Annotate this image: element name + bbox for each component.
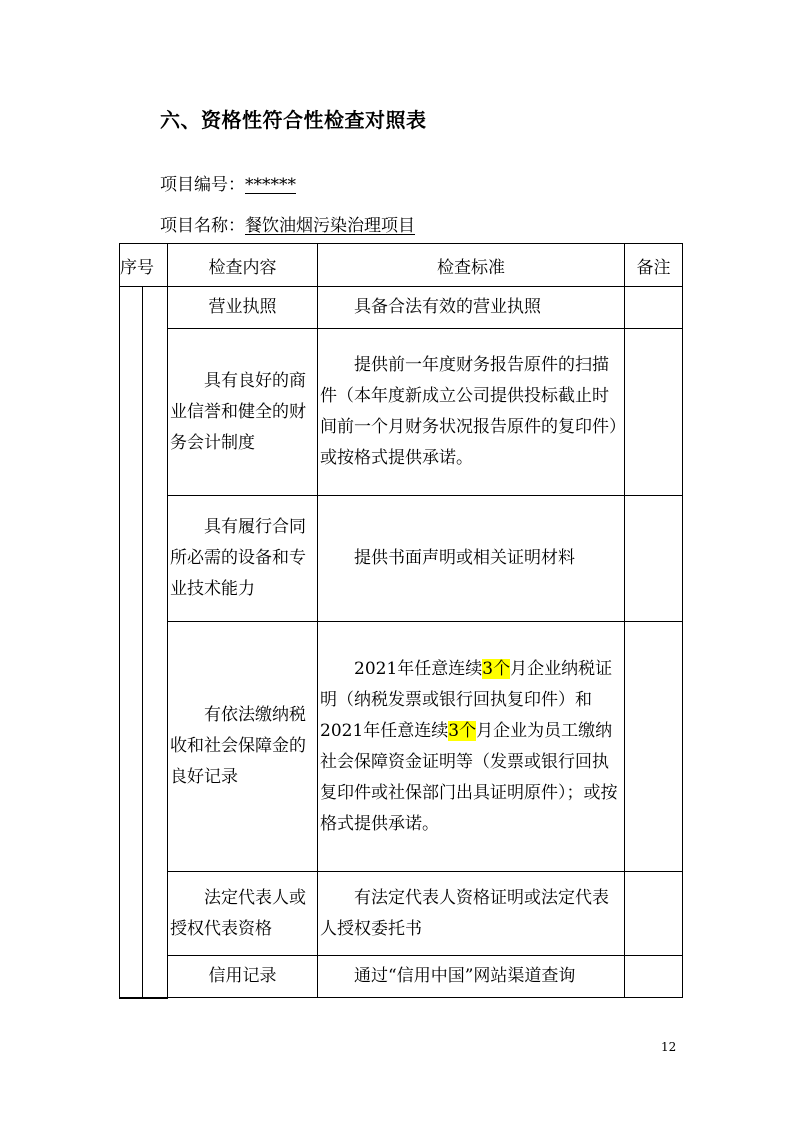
header-content: 检查内容: [168, 244, 318, 287]
highlight-3-months: 3个: [482, 658, 511, 679]
row-number-cell: [120, 287, 143, 998]
standard-text: 月企业为员工缴纳社会保障资金证明等（发票或银行回执复印件或社保部门出具证明原件）；或按格式提供承诺。: [320, 720, 618, 834]
project-name-value: 餐饮油烟污染治理项目: [245, 216, 415, 236]
row-remark: [625, 956, 683, 998]
row-remark: [625, 872, 683, 956]
row-content: 有依法缴纳税收和社会保障金的良好记录: [168, 622, 318, 872]
row-content: 具有良好的商业信誉和健全的财务会计制度: [168, 329, 318, 496]
row-standard: 通过“信用中国”网站渠道查询: [318, 956, 625, 998]
row-content: 法定代表人或授权代表资格: [168, 872, 318, 956]
page-title: 六、资格性符合性检查对照表: [160, 108, 427, 132]
table-header-row: [120, 244, 683, 287]
header-standard: 检查标准: [318, 244, 625, 287]
row-standard: 提供书面声明或相关证明材料: [318, 496, 625, 622]
row-standard: 有法定代表人资格证明或法定代表人授权委托书: [318, 872, 625, 956]
table-row: [120, 329, 683, 496]
check-table: [119, 243, 683, 999]
project-number-value: ******: [245, 175, 296, 195]
project-number-label: 项目编号：: [160, 175, 245, 195]
project-number-line: [160, 170, 296, 195]
page-number: 12: [661, 1040, 677, 1054]
table-row: [120, 622, 683, 872]
row-remark: [625, 622, 683, 872]
table-row: [120, 956, 683, 998]
row-remark: [625, 287, 683, 329]
standard-text: 月企业纳税证明（纳税发票或银行回执复印件）和2021年任意连续: [320, 658, 613, 741]
row-standard: 具备合法有效的营业执照: [318, 287, 625, 329]
row-remark: [625, 329, 683, 496]
row-subnumber-cell: [143, 287, 168, 998]
row-standard: [318, 622, 625, 872]
row-content: 具有履行合同所必需的设备和专业技术能力: [168, 496, 318, 622]
row-content: 营业执照: [168, 287, 318, 329]
row-standard: 提供前一年度财务报告原件的扫描件（本年度新成立公司提供投标截止时间前一个月财务状况报告原件的复印件）或按格式提供承诺。: [318, 329, 625, 496]
standard-text: 2021年任意连续: [354, 658, 483, 679]
table-row: [120, 496, 683, 622]
row-remark: [625, 496, 683, 622]
highlight-3-months: 3个: [448, 720, 477, 741]
header-no: 序号: [120, 244, 168, 287]
header-remark: 备注: [625, 244, 683, 287]
table-row: [120, 287, 683, 329]
table-row: [120, 872, 683, 956]
row-content: 信用记录: [168, 956, 318, 998]
project-name-line: [160, 211, 415, 236]
project-name-label: 项目名称：: [160, 216, 245, 236]
